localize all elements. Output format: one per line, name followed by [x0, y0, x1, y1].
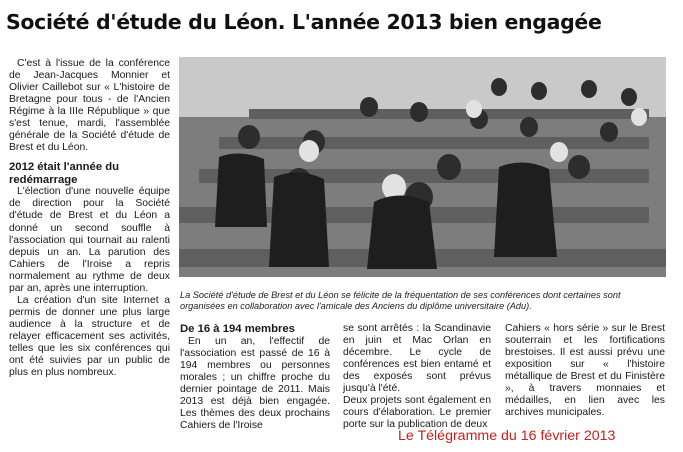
audience-photo-illustration: [179, 57, 666, 277]
section2-column-2-text-b: Deux projets sont également en cours d'élaboration. Le premier porte sur la publication de deux: [343, 395, 491, 431]
section1-paragraph-1: L'élection d'une nouvelle équipe de direction pour la Société d'étude de Brest et du Léon a donné un second souffle à l'association qui tournait au ralenti depuis un an. La parution des Cahiers de l'Iroise a repris normalement au rythme de deux par an, après une interruption.: [9, 186, 170, 294]
middle-column: [180, 323, 330, 432]
right-column-a: [343, 323, 491, 431]
section2-column-1-text: En un an, l'effectif de l'association est passé de 16 à 194 membres ou personnes morales ; un chiffre proche du dernier pointage de 2011. Mais 2013 est déjà bien engagée. Les thèmes des deux prochains Cahiers de l'Iroise: [180, 335, 330, 431]
headline: Société d'étude du Léon. L'année 2013 bien engagée: [6, 10, 602, 34]
section2-heading: De 16 à 194 membres: [180, 323, 295, 335]
section1-heading: 2012 était l'année du redémarrage: [9, 161, 120, 186]
meeting-photo: [179, 57, 666, 277]
photo-caption: La Société d'étude de Brest et du Léon se félicite de la fréquentation de ses conférences dont certaines sont organisées en collaboration avec l'amicale des Anciens du diplôme universitaire (Adu).: [180, 290, 621, 312]
section1-paragraph-2: La création d'un site Internet a permis de donner une plus large audience à la structure et de relayer efficacement ses activités, telles que les six conférences qui ont été suivies par un public de plus en plus nombreux.: [9, 294, 170, 379]
intro-paragraph: C'est à l'issue de la conférence de Jean-Jacques Monnier et Olivier Caillebot sur « L'histoire de Bretagne pour tous - de l'Ancien Régime à la IIIe République » que s'est tenue, mardi, l'assemblée générale de la Société d'étude de Brest et du Léon.: [9, 58, 170, 154]
right-column-b: [505, 323, 665, 419]
left-column: [9, 58, 170, 379]
section2-column-3-text: Cahiers « hors série » sur le Brest souterrain et les fortifications brestoises. Il est aussi prévu une exposition sur « l'histoire métallique de Brest et du Finistère », à travers monnaies et médailles, en lien avec les archives municipales.: [505, 323, 665, 419]
source-credit: Le Télégramme du 16 février 2013: [398, 428, 616, 444]
section2-column-2-text-a: se sont arrêtés : la Scandinavie en juin et Mac Orlan en décembre. Le cycle de conférences est bien entamé et des exposés sont prévus jusqu'à l'été.: [343, 323, 491, 395]
